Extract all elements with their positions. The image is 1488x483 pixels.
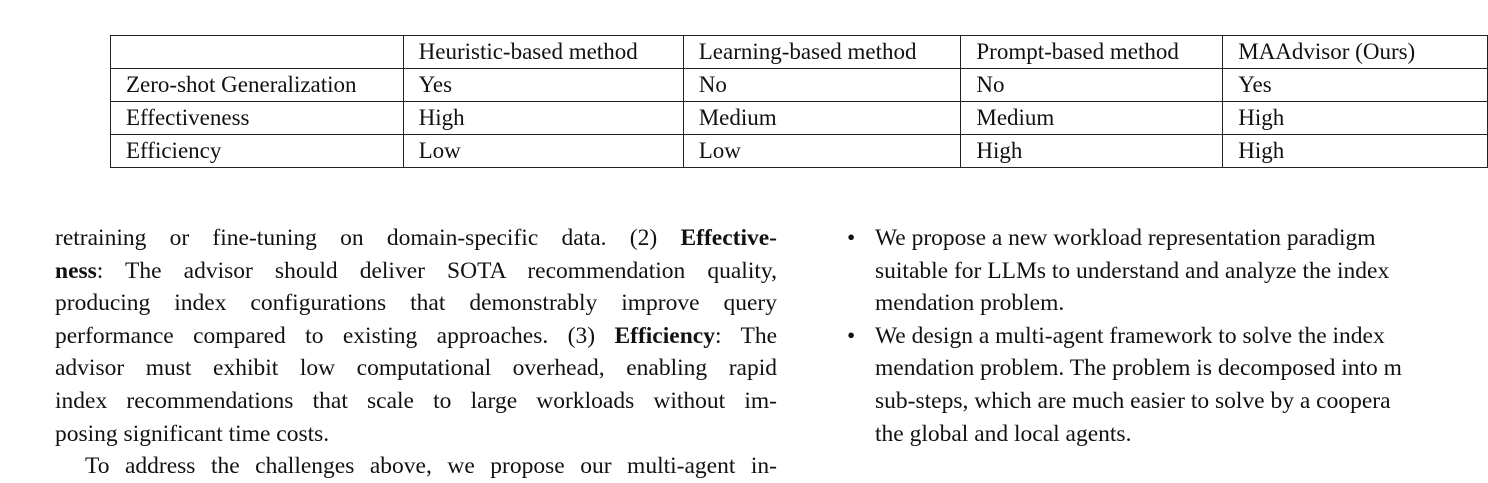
table-cell: High bbox=[1223, 102, 1488, 135]
table-cell: High bbox=[961, 135, 1223, 168]
bullet-item bbox=[847, 320, 1488, 450]
bullet-line: sub-steps, which are much easier to solve by a coopera bbox=[875, 387, 1391, 414]
text-span: performance compared to existing approaches. (3) bbox=[55, 322, 615, 349]
paragraph-line bbox=[55, 222, 777, 255]
table-header-cell: MAAdvisor (Ours) bbox=[1223, 36, 1488, 69]
bullet-line: suitable for LLMs to understand and analyze the index bbox=[875, 257, 1390, 284]
table-row bbox=[111, 102, 1488, 135]
bold-term-effectiveness-cont: ness bbox=[55, 257, 97, 284]
table-header-cell: Prompt-based method bbox=[961, 36, 1223, 69]
table-cell: No bbox=[683, 69, 961, 102]
paragraph-line: posing significant time costs. bbox=[55, 420, 330, 447]
table-header-row bbox=[111, 36, 1488, 69]
table-row-label: Effectiveness bbox=[111, 102, 404, 135]
paragraph-line: producing index configurations that demonstrably improve query bbox=[55, 290, 777, 317]
comparison-table bbox=[110, 35, 1488, 168]
text-span: retraining or fine-tuning on domain-specific data. (2) bbox=[55, 225, 681, 251]
bullet-line: the global and local agents. bbox=[875, 420, 1132, 447]
table-row bbox=[111, 69, 1488, 102]
text-span: : The advisor should deliver SOTA recommendation quality, bbox=[96, 257, 777, 284]
table-header-cell: Heuristic-based method bbox=[403, 36, 683, 69]
table-cell: High bbox=[1223, 135, 1488, 168]
paragraph-line: advisor must exhibit low computational overhead, enabling rapid bbox=[55, 355, 777, 382]
left-text-column bbox=[55, 222, 777, 483]
paragraph-line: index recommendations that scale to large workloads without im- bbox=[55, 387, 777, 414]
bullet-item bbox=[847, 222, 1488, 320]
table-cell: High bbox=[403, 102, 683, 135]
paragraph-line bbox=[55, 255, 777, 288]
bullet-line: mendation problem. The problem is decomposed into m bbox=[875, 355, 1402, 382]
paragraph-line: To address the challenges above, we propose our multi-agent in- bbox=[85, 453, 777, 480]
bullet-icon: • bbox=[847, 322, 856, 349]
table-cell: No bbox=[961, 69, 1223, 102]
paragraph-line bbox=[55, 320, 777, 353]
table-cell: Medium bbox=[683, 102, 961, 135]
table-row-label: Efficiency bbox=[111, 135, 404, 168]
table-cell: Medium bbox=[961, 102, 1223, 135]
bold-term-efficiency: Efficiency bbox=[614, 322, 715, 349]
text-span: : The bbox=[714, 322, 777, 349]
table-header-cell: Learning-based method bbox=[683, 36, 961, 69]
bullet-text bbox=[847, 320, 1488, 450]
table-cell: Yes bbox=[1223, 69, 1488, 102]
bullet-line: We propose a new workload representation paradigm bbox=[875, 225, 1376, 251]
bullet-icon: • bbox=[847, 225, 856, 251]
bullet-line: We design a multi-agent framework to solve the index bbox=[875, 322, 1385, 349]
table-cell: Low bbox=[683, 135, 961, 168]
right-text-column bbox=[847, 222, 1488, 450]
table-header-cell bbox=[111, 36, 404, 69]
table-row bbox=[111, 135, 1488, 168]
table-cell: Yes bbox=[403, 69, 683, 102]
table-cell: Low bbox=[403, 135, 683, 168]
bullet-text bbox=[847, 222, 1488, 320]
bold-term-effectiveness: Effective- bbox=[680, 225, 777, 251]
bullet-line: mendation problem. bbox=[875, 290, 1065, 317]
table-row-label: Zero-shot Generalization bbox=[111, 69, 404, 102]
